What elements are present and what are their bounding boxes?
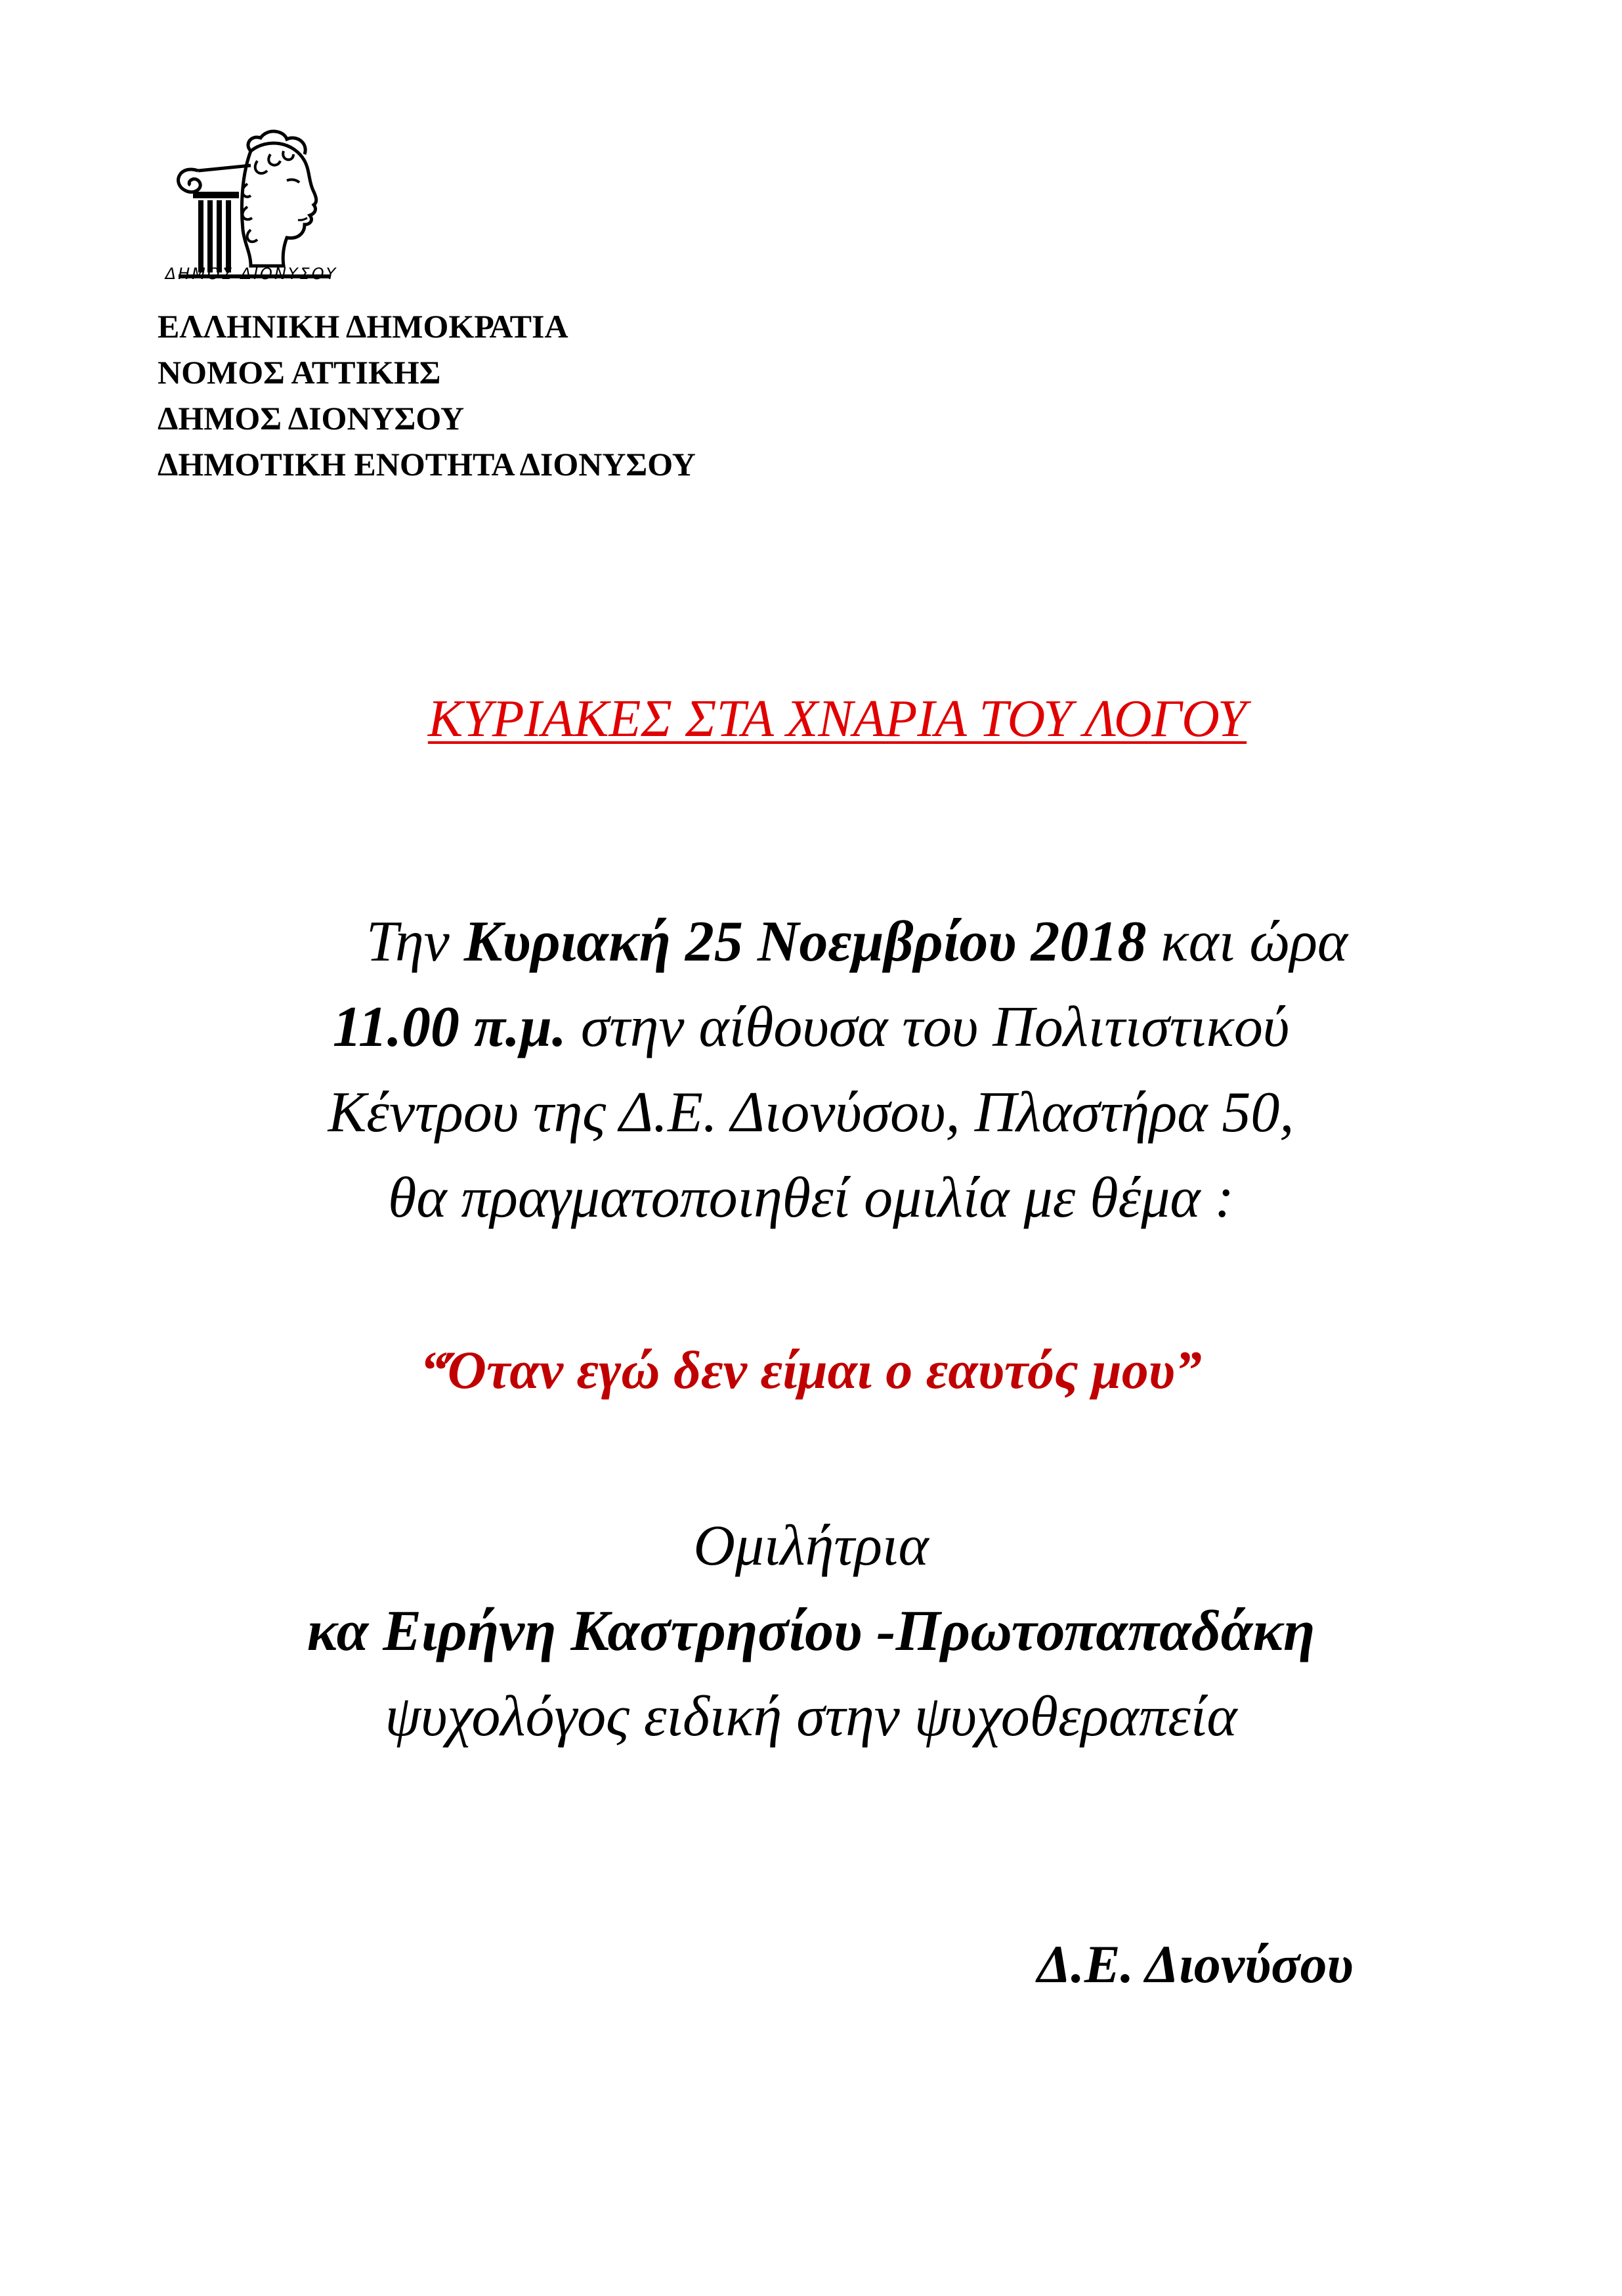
announcement-body <box>0 899 1622 1241</box>
logo-caption: ΔΗΜΟΣ ΔΙΟΝΥΣΟΥ <box>165 265 338 283</box>
talk-topic: “Όταν εγώ δεν είμαι ο εαυτός μου” <box>420 1340 1202 1400</box>
event-time: 11.00 π.μ. <box>332 995 566 1059</box>
announcement-venue: στην αίθουσα του Πολιτιστικού <box>566 995 1290 1059</box>
event-series-title: ΚΥΡΙΑΚΕΣ ΣΤΑ ΧΝΑΡΙΑ ΤΟΥ ΛΟΓΟΥ <box>427 690 1247 748</box>
announcement-prefix: Την <box>366 910 464 974</box>
header-line: ΔΗΜΟΤΙΚΗ ΕΝΟΤΗΤΑ ΔΙΟΝΥΣΟΥ <box>158 446 696 483</box>
header-line: ΕΛΛΗΝΙΚΗ ΔΗΜΟΚΡΑΤΙΑ <box>158 308 568 345</box>
announcement-line-4: θα πραγματοποιηθεί ομιλία με θέμα : <box>388 1166 1234 1230</box>
announcement-line-1 <box>0 899 1622 985</box>
header-line: ΝΟΜΟΣ ΑΤΤΙΚΗΣ <box>158 354 441 391</box>
signature: Δ.Ε. Διονύσου <box>1037 1934 1354 1994</box>
event-date: Κυριακή 25 Νοεμβρίου 2018 <box>463 910 1147 974</box>
issuer-header <box>158 303 696 487</box>
speaker-name: κα Ειρήνη Καστρησίου -Πρωτοπαπαδάκη <box>307 1599 1315 1663</box>
announcement-line-2 <box>0 985 1622 1070</box>
header-line: ΔΗΜΟΣ ΔΙΟΝΥΣΟΥ <box>158 400 465 437</box>
speaker-role: Ομιλήτρια <box>693 1514 929 1578</box>
speaker-description: ψυχολόγος ειδική στην ψυχοθεραπεία <box>385 1685 1237 1748</box>
speaker-info <box>0 1504 1622 1760</box>
announcement-time-intro: και ώρα <box>1146 910 1348 974</box>
announcement-line-3: Κέντρου της Δ.Ε. Διονύσου, Πλαστήρα 50, <box>328 1081 1294 1144</box>
